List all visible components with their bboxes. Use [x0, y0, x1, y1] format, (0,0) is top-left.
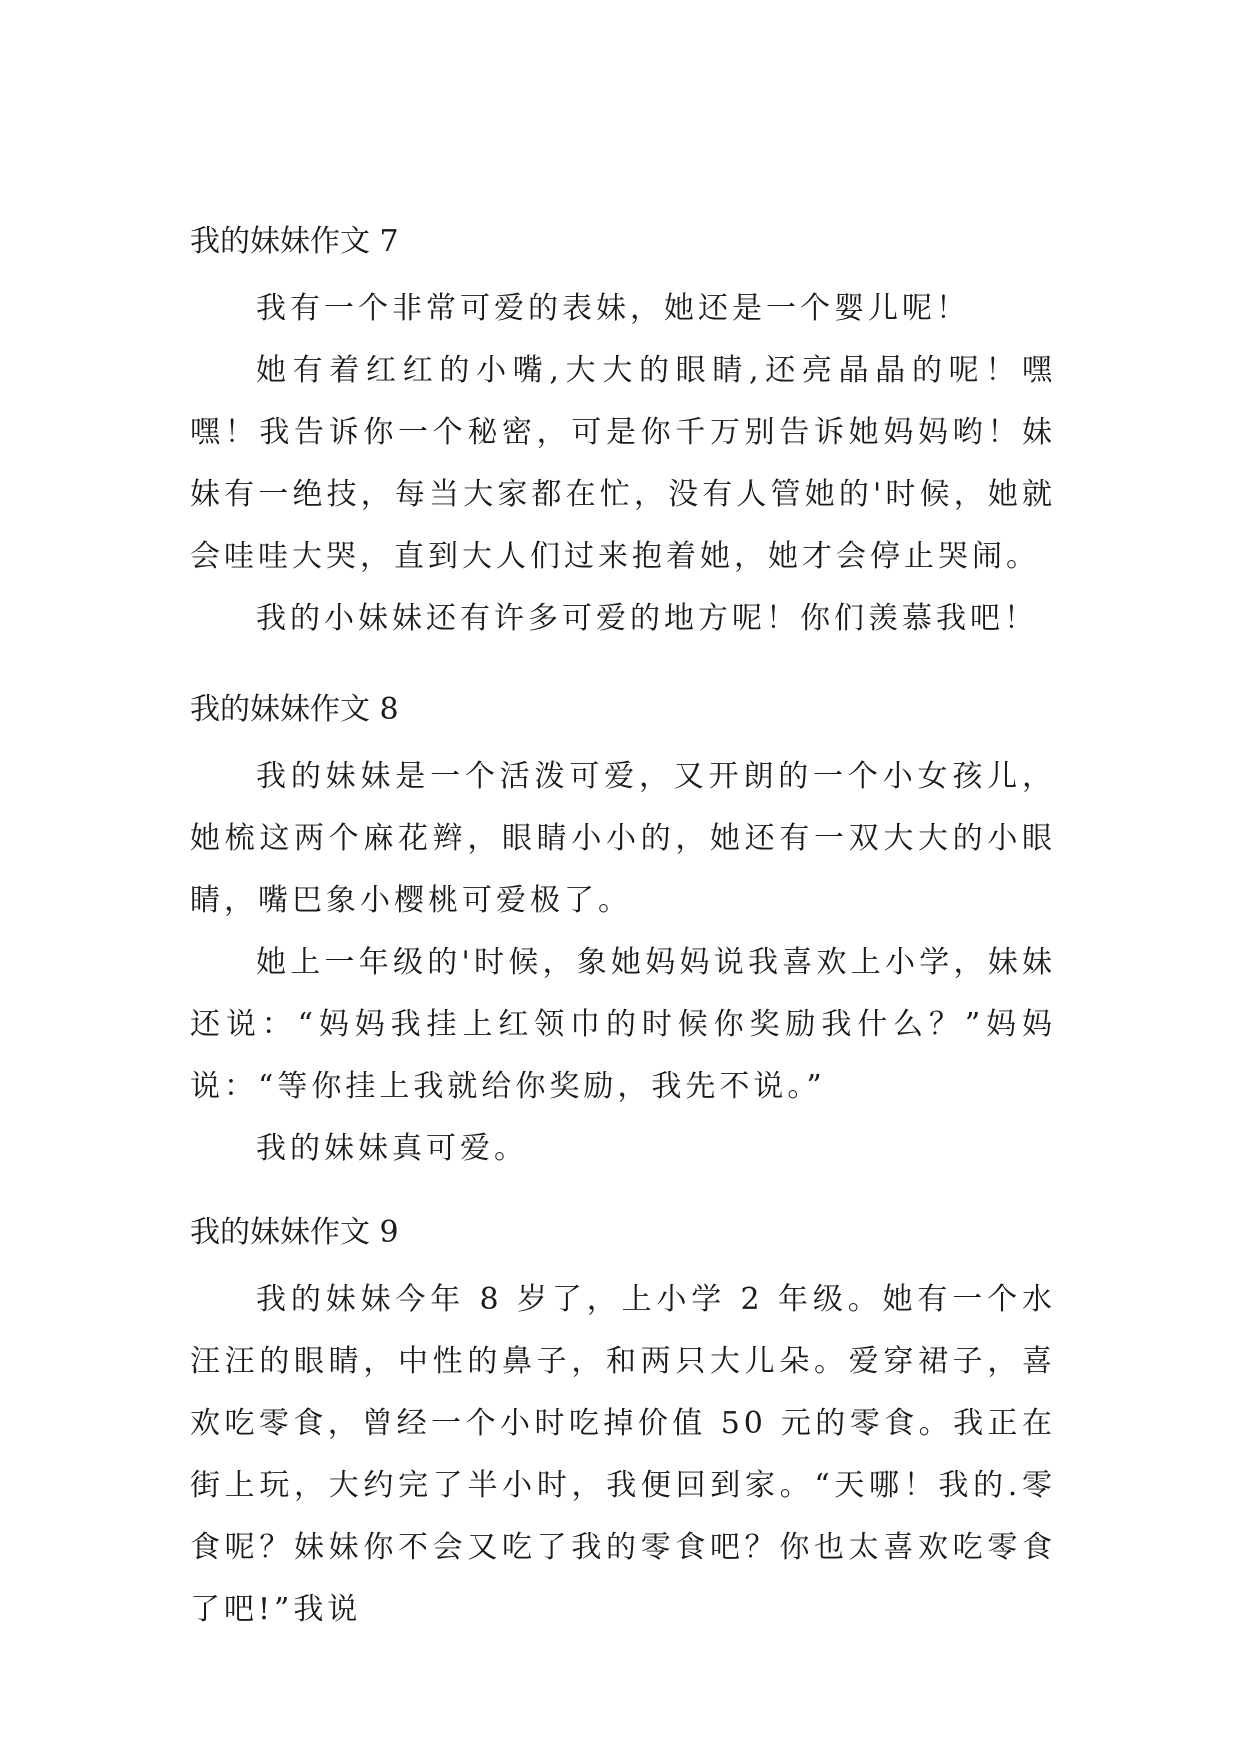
- essay-paragraph: 我的妹妹真可爱。: [256, 1131, 528, 1166]
- essay-title: 我的妹妹作文 9: [190, 1215, 399, 1250]
- essay-paragraph: 我有一个非常可爱的表妹，她还是一个婴儿呢！: [256, 291, 970, 326]
- essay-title: 我的妹妹作文 8: [190, 692, 399, 727]
- essay-paragraph: 我的妹妹是一个活泼可爱，又开朗的一个小女孩儿，她梳这两个麻花辫，眼睛小小的，她还有一双大大的小眼睛，嘴巴象小樱桃可爱极了。: [190, 759, 1056, 918]
- essay-section-8: [190, 690, 1090, 1180]
- essay-section-7: [190, 222, 1090, 650]
- essay-section-9: [190, 1213, 1090, 1641]
- essay-title: 我的妹妹作文 7: [190, 224, 399, 259]
- essay-paragraph: 我的妹妹今年 8 岁了，上小学 2 年级。她有一个水汪汪的眼睛，中性的鼻子，和两只大儿朵。爱穿裙子，喜欢吃零食，曾经一个小时吃掉价值 50 元的零食。我正在街上玩，大约完了半小时，我便回到家。“天哪！我的.零食呢？妹妹你不会又吃了我的零食吧？你也太喜欢吃零食了吧!”我说: [190, 1282, 1056, 1627]
- essay-paragraph: 她上一年级的'时候，象她妈妈说我喜欢上小学，妹妹还说：“妈妈我挂上红领巾的时候你奖励我什么？”妈妈说：“等你挂上我就给你奖励，我先不说。”: [190, 945, 1056, 1104]
- essay-paragraph: 她有着红红的小嘴,大大的眼睛,还亮晶晶的呢！嘿嘿！我告诉你一个秘密，可是你千万别告诉她妈妈哟！妹妹有一绝技，每当大家都在忙，没有人管她的'时候，她就会哇哇大哭，直到大人们过来抱着她，她才会停止哭闹。: [190, 353, 1056, 574]
- essay-paragraph: 我的小妹妹还有许多可爱的地方呢！你们羡慕我吧！: [256, 601, 1038, 636]
